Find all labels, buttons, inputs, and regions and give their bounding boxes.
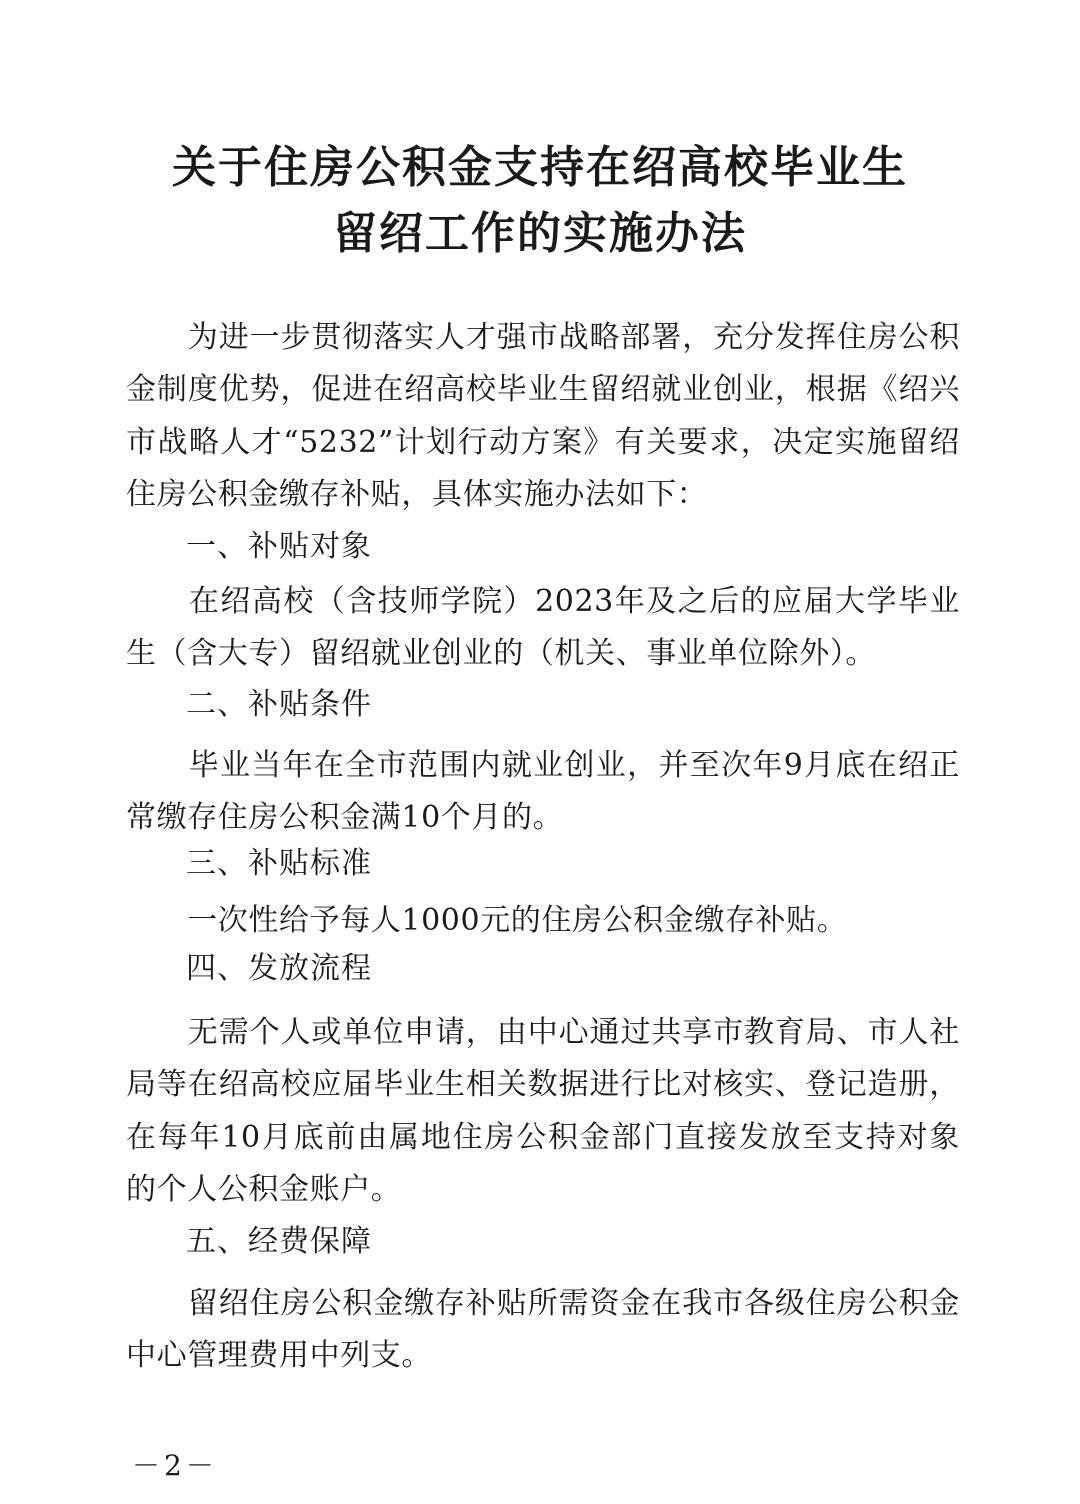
intro-paragraph: 为进一步贯彻落实人才强市战略部署，充分发挥住房公积金制度优势，促进在绍高校毕业生留绍就业创业，根据《绍兴市战略人才“5232”计划行动方案》有关要求，决定实施留绍住房公积金缴存补贴，具体实施办法如下： (126, 320, 960, 512)
section-body-funding-guarantee: 留绍住房公积金缴存补贴所需资金在我市各级住房公积金中心管理费用中列支。 (126, 1286, 960, 1374)
section-heading-subsidy-standard: 三、补贴标准 (186, 846, 372, 881)
section-heading-subsidy-conditions: 二、补贴条件 (186, 687, 372, 722)
section-body-distribution-process: 无需个人或单位申请，由中心通过共享市教育局、市人社局等在绍高校应届毕业生相关数据进行比对核实、登记造册，在每年10月底前由属地住房公积金部门直接发放至支持对象的个人公积金账户。 (126, 1015, 960, 1207)
section-heading-distribution-process: 四、发放流程 (186, 951, 372, 986)
section-body-subsidy-conditions: 毕业当年在全市范围内就业创业，并至次年9月底在绍正常缴存住房公积金满10个月的。 (126, 748, 960, 836)
document-title-line-2: 留绍工作的实施办法 (333, 208, 747, 259)
section-body-subsidy-target: 在绍高校（含技师学院）2023年及之后的应届大学毕业生（含大专）留绍就业创业的（机关、事业单位除外）。 (126, 584, 960, 672)
page-number: －2－ (132, 1449, 218, 1482)
section-heading-subsidy-target: 一、补贴对象 (186, 529, 372, 564)
document-title-line-1: 关于住房公积金支持在绍高校毕业生 (172, 142, 908, 193)
section-heading-funding-guarantee: 五、经费保障 (186, 1224, 372, 1259)
section-body-subsidy-standard: 一次性给予每人1000元的住房公积金缴存补贴。 (126, 903, 848, 938)
